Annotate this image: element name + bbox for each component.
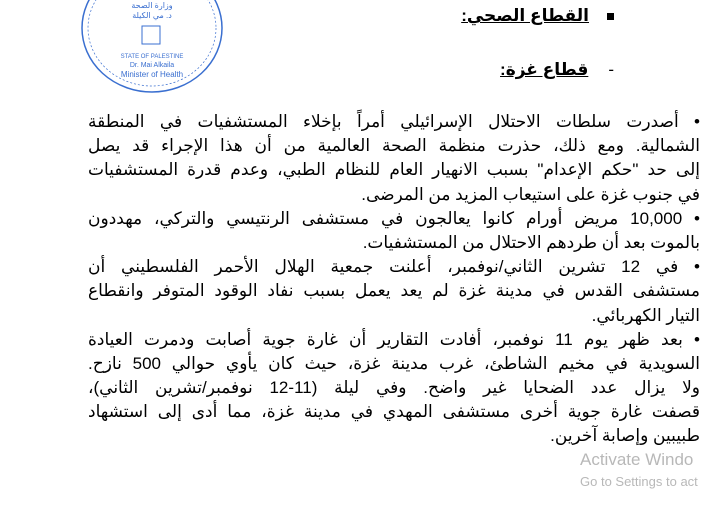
ministry-stamp xyxy=(72,0,232,96)
stamp-text: وزارة الصحة xyxy=(131,1,173,10)
text-line: • أصدرت سلطات الاحتلال الإسرائيلي أمراً بإخلاء المستشفيات في المنطقة xyxy=(88,112,700,131)
text-line: قصفت غارة جوية أخرى مستشفى المهدي في مدينة غزة، مما أدى إلى استشهاد xyxy=(88,402,700,422)
subsection-heading-text: قطاع غزة: xyxy=(500,60,589,79)
paragraph xyxy=(88,207,700,255)
text-line: • في 12 تشرين الثاني/نوفمبر، أعلنت جمعية الهلال الأحمر الفلسطيني أن xyxy=(88,257,700,277)
dash-bullet: - xyxy=(608,60,614,79)
paragraph xyxy=(88,255,700,328)
stamp-text: Minister of Health xyxy=(120,70,184,79)
text-line: التيار الكهربائي. xyxy=(591,305,700,325)
text-line: مستشفى القدس في مدينة غزة لم يعد يعمل بسبب نفاد الوقود المتوفر وانقطاع xyxy=(88,281,700,301)
text-line: ولا يزال عدد الضحايا غير واضح. وفي ليلة (11-12 نوفمبر/تشرين الثاني)، xyxy=(88,378,701,398)
text-line: طبيبين وإصابة آخرين. xyxy=(550,426,700,446)
text-line: إلى حد "حكم الإعدام" بسبب الانهيار العام للنظام الطبي، وعدم قدرة المستشفيات xyxy=(88,160,700,180)
section-heading xyxy=(461,6,614,26)
stamp-text: Dr. Mai Alkaila xyxy=(129,62,175,69)
text-line: في جنوب غزة على استيعاب المزيد من المرضى. xyxy=(361,184,700,204)
activate-windows-watermark: Activate Windo xyxy=(580,450,694,469)
text-line: بالموت بعد أن طردهم الاحتلال من المستشفيات. xyxy=(362,232,700,252)
stamp-text: د. مي الكيلة xyxy=(132,11,172,20)
text-line: • 10,000 مريض أورام كانوا يعالجون في مستشفى الرنتيسي والتركي، مهددون xyxy=(88,208,700,228)
document-body xyxy=(88,110,700,449)
activate-windows-hint: Go to Settings to act xyxy=(580,474,698,489)
square-bullet-icon xyxy=(607,13,614,20)
text-line: السويدية في مخيم الشاطئ، غرب مدينة غزة، حيث كان يأوي حوالي 500 نازح. xyxy=(88,353,700,373)
subsection-heading xyxy=(500,60,614,80)
text-line: • بعد ظهر يوم 11 نوفمبر، أفادت التقارير أن غارة جوية أصابت ودمرت العيادة xyxy=(88,329,700,349)
section-heading-text: القطاع الصحي: xyxy=(461,6,589,25)
stamp-text: STATE OF PALESTINE xyxy=(120,54,184,60)
paragraph xyxy=(88,110,700,207)
text-line: الشمالية. ومع ذلك، حذرت منظمة الصحة العالمية من أن هذا الإجراء قد يصل xyxy=(88,136,700,156)
paragraph xyxy=(88,328,700,449)
